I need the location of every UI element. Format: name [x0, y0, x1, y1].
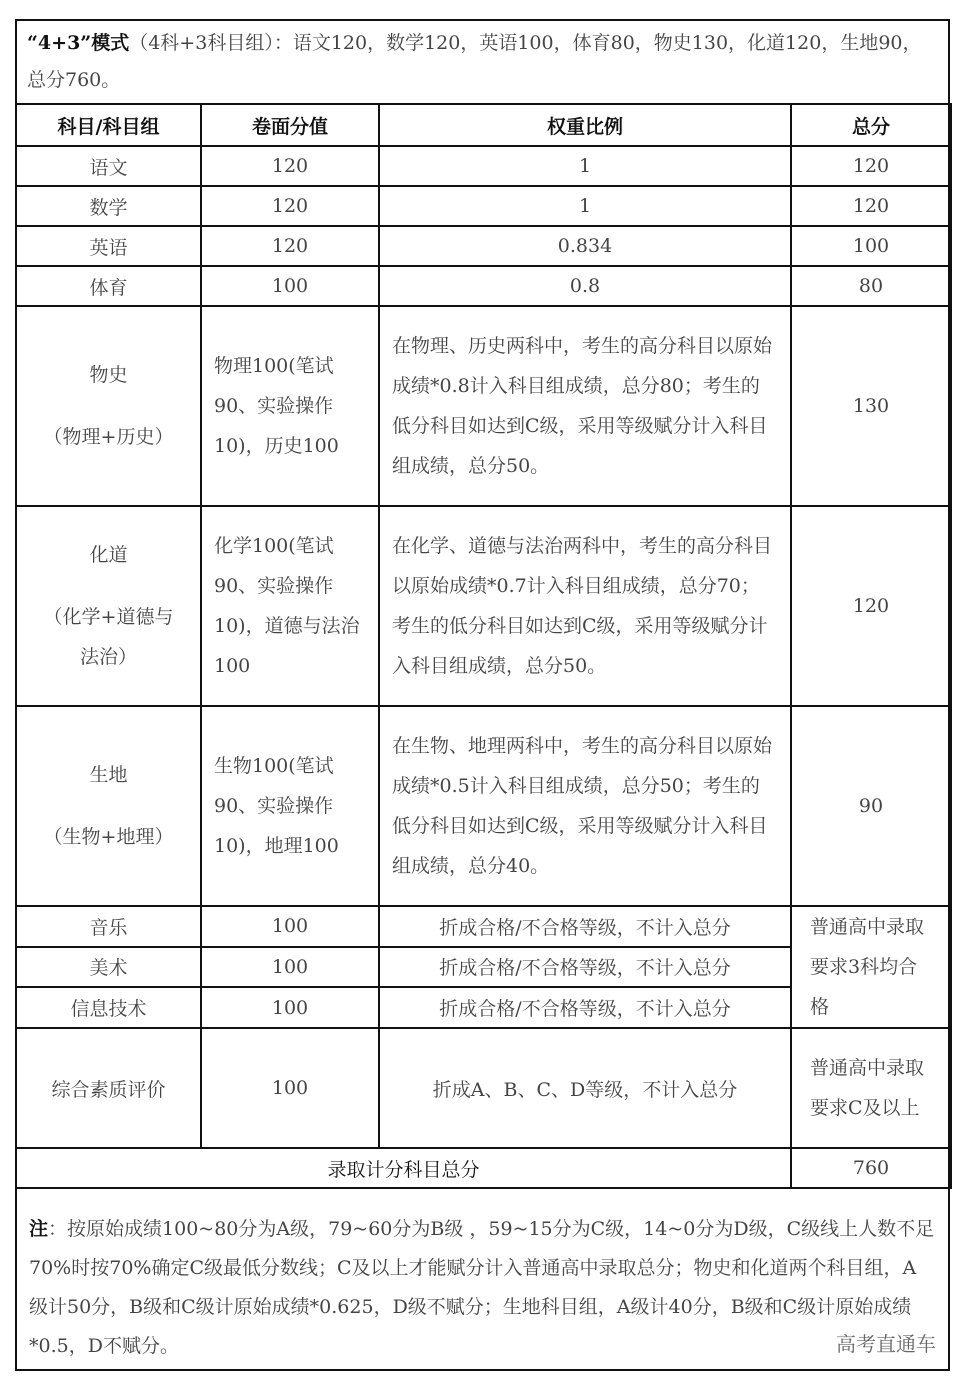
paper-score-cell: 化学100(笔试90、实验操作10)，道德与法治100: [201, 506, 379, 706]
table-row: [16, 146, 951, 186]
sum-total: 760: [791, 1148, 951, 1188]
score-table: [15, 103, 952, 1189]
paper-score-cell: 100: [201, 947, 379, 988]
subject-name: 化道: [89, 544, 128, 566]
paper-score-cell: 120: [201, 146, 379, 186]
sum-row: [16, 1148, 951, 1188]
table-row: [16, 1028, 951, 1148]
intro-paragraph: [17, 21, 948, 103]
paper-score-cell: 120: [201, 226, 379, 266]
table-row: [16, 226, 951, 266]
weight-cell: 1: [379, 146, 791, 186]
table-row-group: [16, 706, 951, 906]
header-subject: 科目/科目组: [16, 104, 201, 146]
subject-cell: 数学: [16, 186, 201, 226]
subject-cell: 语文: [16, 146, 201, 186]
table-row: [16, 186, 951, 226]
intro-text: （4科+3科目组）：语文120，数学120，英语100，体育80，物史130，化道120，生地90，总分760。: [27, 32, 922, 91]
weight-cell: 在化学、道德与法治两科中，考生的高分科目以原始成绩*0.7计入科目组成绩，总分70；考生的低分科目如达到C级，采用等级赋分计入科目组成绩，总分50。: [379, 506, 791, 706]
total-cell: 120: [791, 506, 951, 706]
weight-cell: 1: [379, 186, 791, 226]
subject-name: 物史: [89, 364, 128, 386]
mode-label: “4+3”模式: [27, 32, 130, 54]
total-cell: 90: [791, 706, 951, 906]
weight-cell: 0.834: [379, 226, 791, 266]
sum-label: 录取计分科目总分: [16, 1148, 791, 1188]
total-cell: 120: [791, 186, 951, 226]
paper-score-cell: 生物100(笔试90、实验操作10)，地理100: [201, 706, 379, 906]
header-paper-score: 卷面分值: [201, 104, 379, 146]
header-weight: 权重比例: [379, 104, 791, 146]
subject-detail: （化学+道德与法治）: [43, 606, 174, 668]
subject-cell: 音乐: [16, 906, 201, 947]
note-paragraph: [17, 1208, 948, 1369]
weight-cell: 折成合格/不合格等级，不计入总分: [379, 987, 791, 1028]
subject-cell: [16, 306, 201, 506]
paper-score-cell: 100: [201, 987, 379, 1028]
subject-cell: [16, 706, 201, 906]
watermark: 高考直通车: [836, 1332, 936, 1356]
total-cell: 80: [791, 266, 951, 306]
subject-cell: 英语: [16, 226, 201, 266]
paper-score-cell: 120: [201, 186, 379, 226]
weight-cell: 0.8: [379, 266, 791, 306]
table-row-group: [16, 506, 951, 706]
table-row: [16, 906, 951, 947]
weight-cell: 在生物、地理两科中，考生的高分科目以原始成绩*0.5计入科目组成绩，总分50；考生的低分科目如达到C级，采用等级赋分计入科目组成绩，总分40。: [379, 706, 791, 906]
weight-cell: 折成合格/不合格等级，不计入总分: [379, 906, 791, 947]
subject-cell: 信息技术: [16, 987, 201, 1028]
paper-score-cell: 100: [201, 1028, 379, 1148]
paper-score-cell: 物理100(笔试90、实验操作10)，历史100: [201, 306, 379, 506]
subject-cell: 美术: [16, 947, 201, 988]
subject-cell: 体育: [16, 266, 201, 306]
total-cell: 100: [791, 226, 951, 266]
total-cell: 120: [791, 146, 951, 186]
weight-cell: 折成A、B、C、D等级，不计入总分: [379, 1028, 791, 1148]
subject-cell: 综合素质评价: [16, 1028, 201, 1148]
subject-cell: [16, 506, 201, 706]
header-total: 总分: [791, 104, 951, 146]
subject-name: 生地: [89, 764, 128, 786]
requirement-cell: 普通高中录取要求C及以上: [791, 1028, 951, 1148]
pass-requirement-cell: 普通高中录取要求3科均合格: [791, 906, 951, 1028]
subject-detail: （物理+历史）: [43, 426, 174, 448]
table-row-group: [16, 306, 951, 506]
note-text: ：按原始成绩100~80分为A级，79~60分为B级 ，59~15分为C级，14~0分为D级，C级线上人数不足70%时按70%确定C级最低分数线；C及以上才能赋分计入普通高中录取总分；物史和化道两个科目组，A 级计50分，B级和C级计原始成绩*0.625，D级不赋分；生地科目组，A级计40分，B级和C级计原始成绩*0.5，D不赋分。: [29, 1218, 935, 1357]
table-header-row: [16, 104, 951, 146]
note-label: 注: [29, 1218, 49, 1240]
weight-cell: 在物理、历史两科中，考生的高分科目以原始成绩*0.8计入科目组成绩，总分80；考生的低分科目如达到C级，采用等级赋分计入科目组成绩，总分50。: [379, 306, 791, 506]
subject-detail: （生物+地理）: [43, 826, 174, 848]
weight-cell: 折成合格/不合格等级，不计入总分: [379, 947, 791, 988]
total-cell: 130: [791, 306, 951, 506]
paper-score-cell: 100: [201, 266, 379, 306]
paper-score-cell: 100: [201, 906, 379, 947]
table-row: [16, 266, 951, 306]
